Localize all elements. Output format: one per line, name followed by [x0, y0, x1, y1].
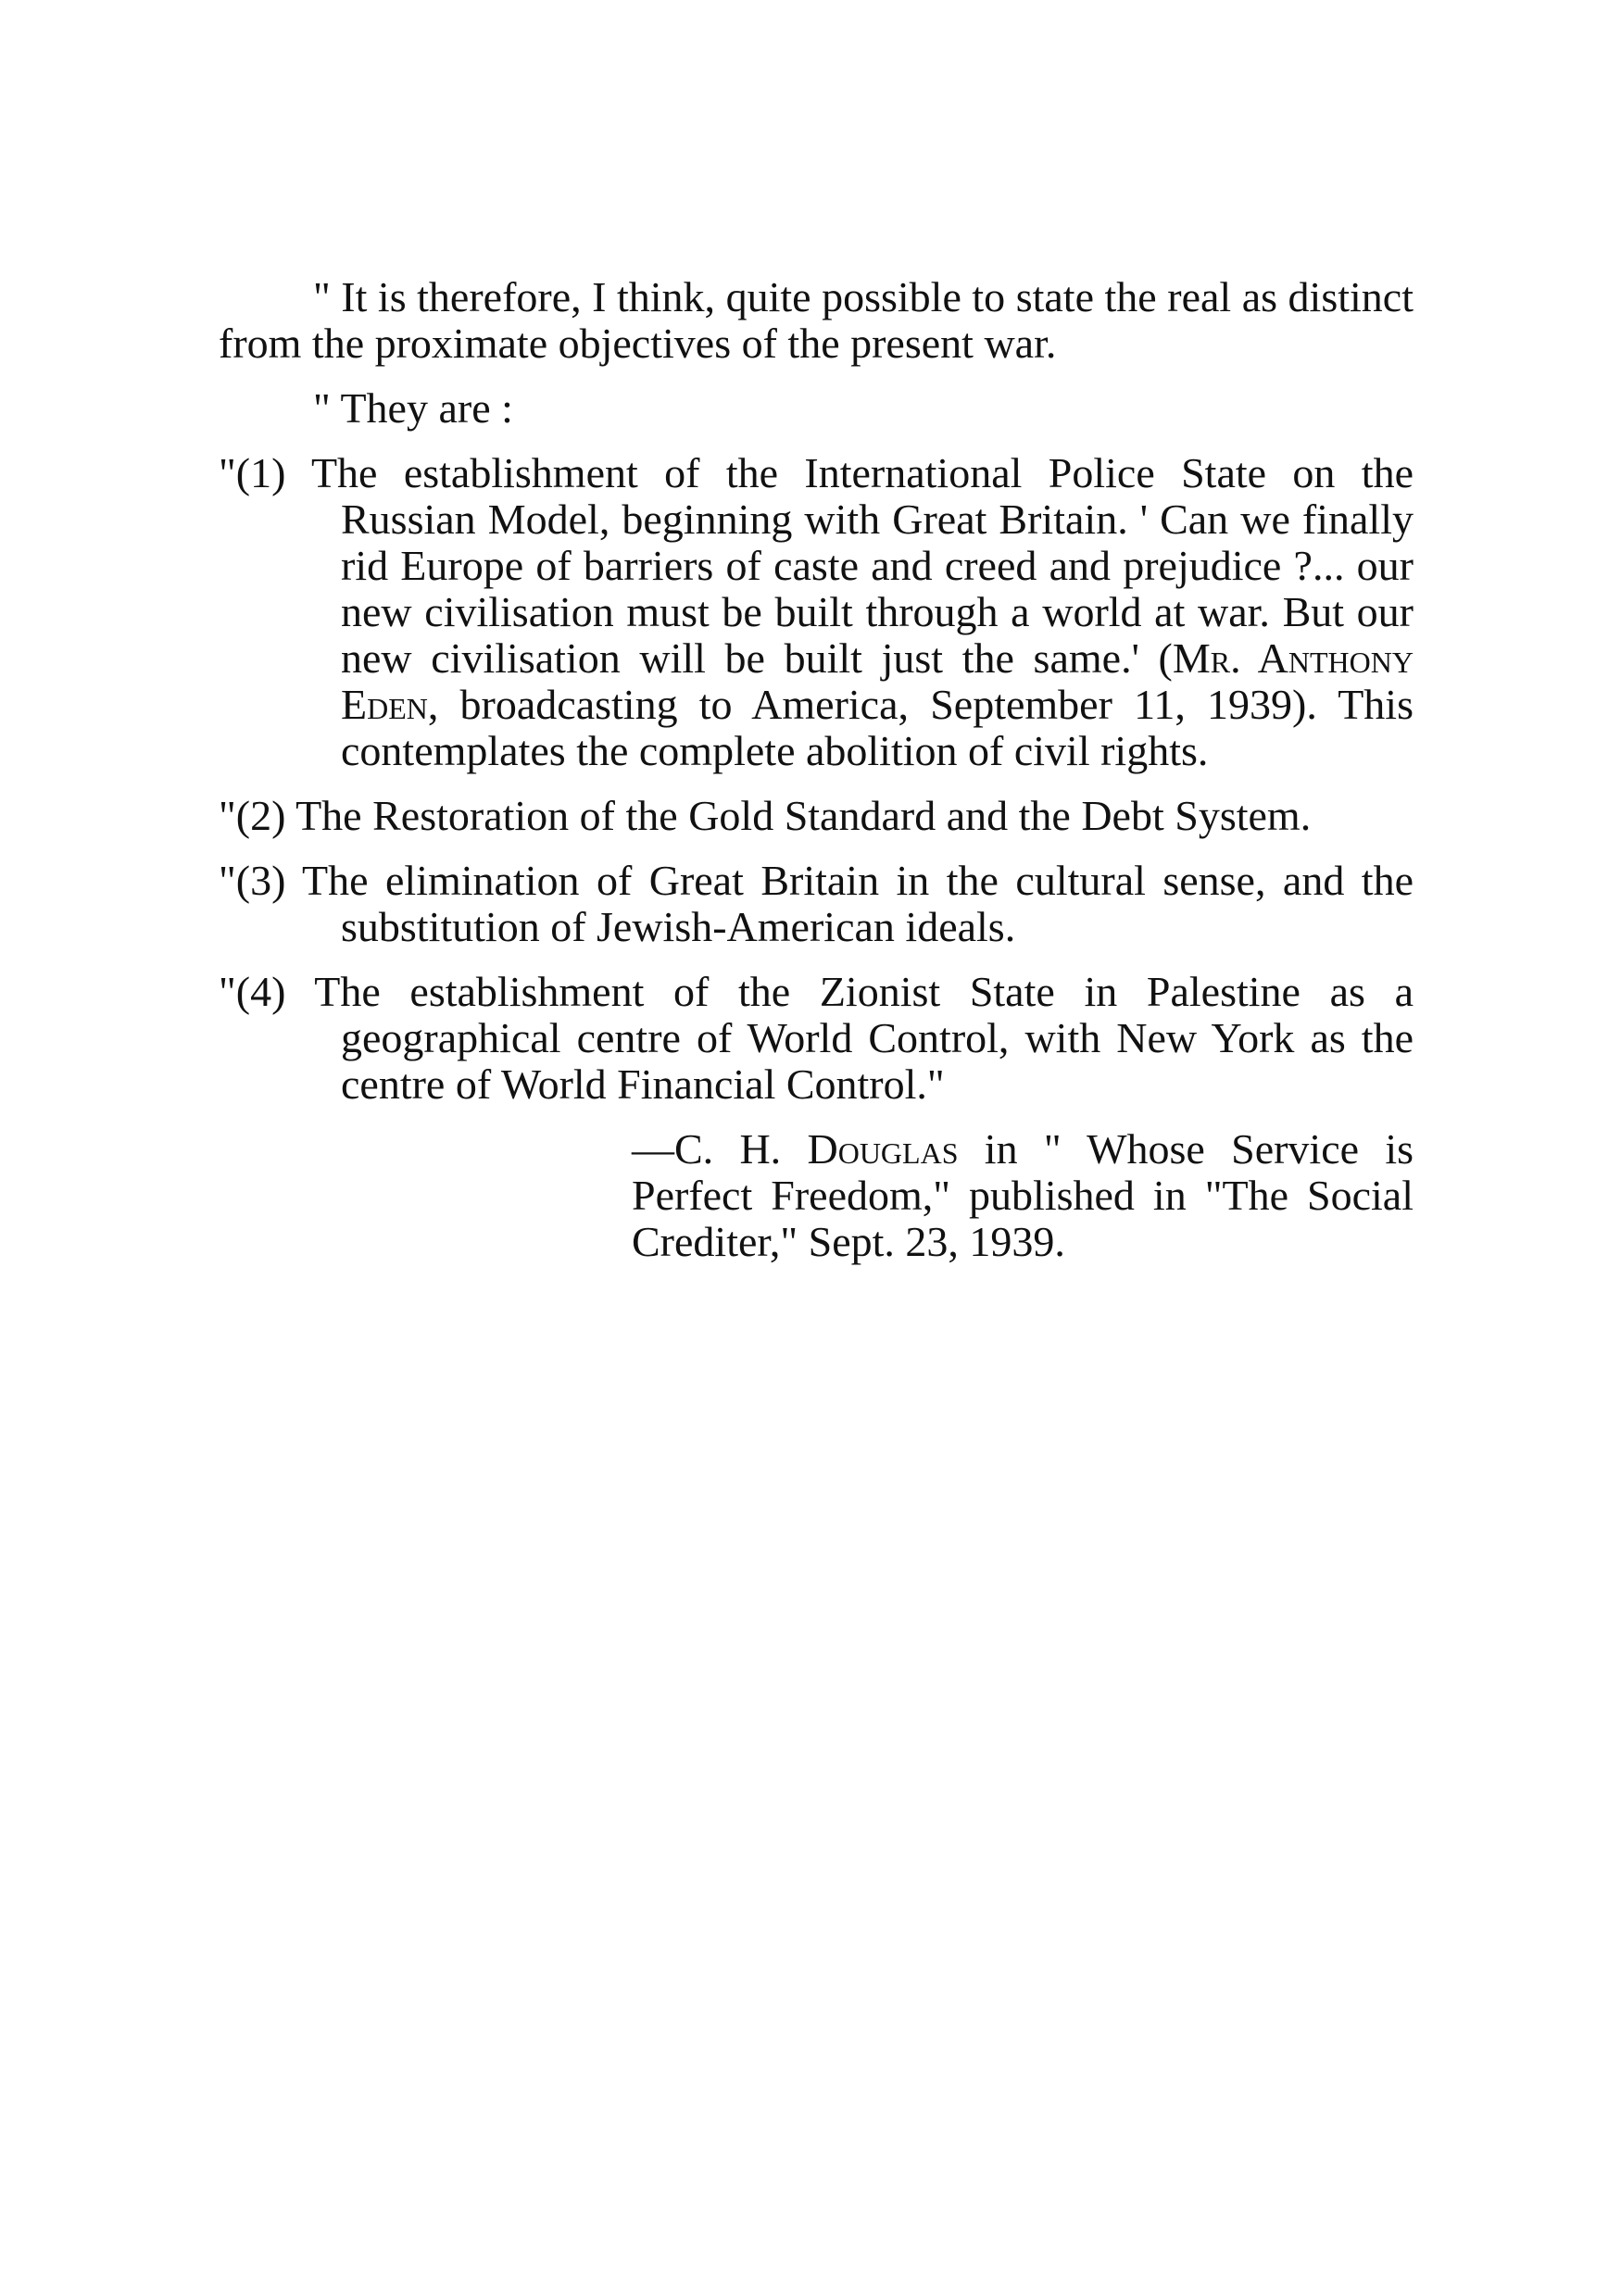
- objective-item-4: "(4) The establishment of the Zionist State in Palestine as a geographical centre of World Control, with New York as the centre of World Financial Control.": [219, 968, 1414, 1108]
- objective-item-1: [219, 450, 1414, 774]
- objective-1-tail: , broadcasting to America, September 11, 1939). This contemplates the complete abolition of civil rights.: [341, 681, 1414, 774]
- objective-1-lead: "(1) The establishment of the International Police State on the Russian Model, beginning with Great Britain. ' Can we finally rid Europe of barriers of caste and creed and prejudice ?... our new civilisation must be built through a world at war. But our new civilisation will be built just the same.' (: [219, 449, 1414, 682]
- attribution-prefix: —C. H.: [632, 1125, 808, 1173]
- text-column: [219, 274, 1414, 1265]
- they-are-line: " They are :: [313, 384, 513, 432]
- attribution: [632, 1126, 1414, 1265]
- intro-paragraph: " It is therefore, I think, quite possible to state the real as distinct from the proximate objectives of the present war.: [219, 273, 1414, 367]
- objective-item-2: "(2) The Restoration of the Gold Standard and the Debt System.: [219, 792, 1312, 839]
- quoted-person-name: Mr. Anthony Eden: [341, 634, 1414, 728]
- attribution-source: in " Whose Service is Perfect Freedom," published in "The Social Crediter," Sept. 23, 1939.: [632, 1125, 1414, 1265]
- objective-item-3: "(3) The elimination of Great Britain in the cultural sense, and the substitution of Jewish-American ideals.: [219, 857, 1414, 950]
- attribution-author: Douglas: [807, 1125, 959, 1173]
